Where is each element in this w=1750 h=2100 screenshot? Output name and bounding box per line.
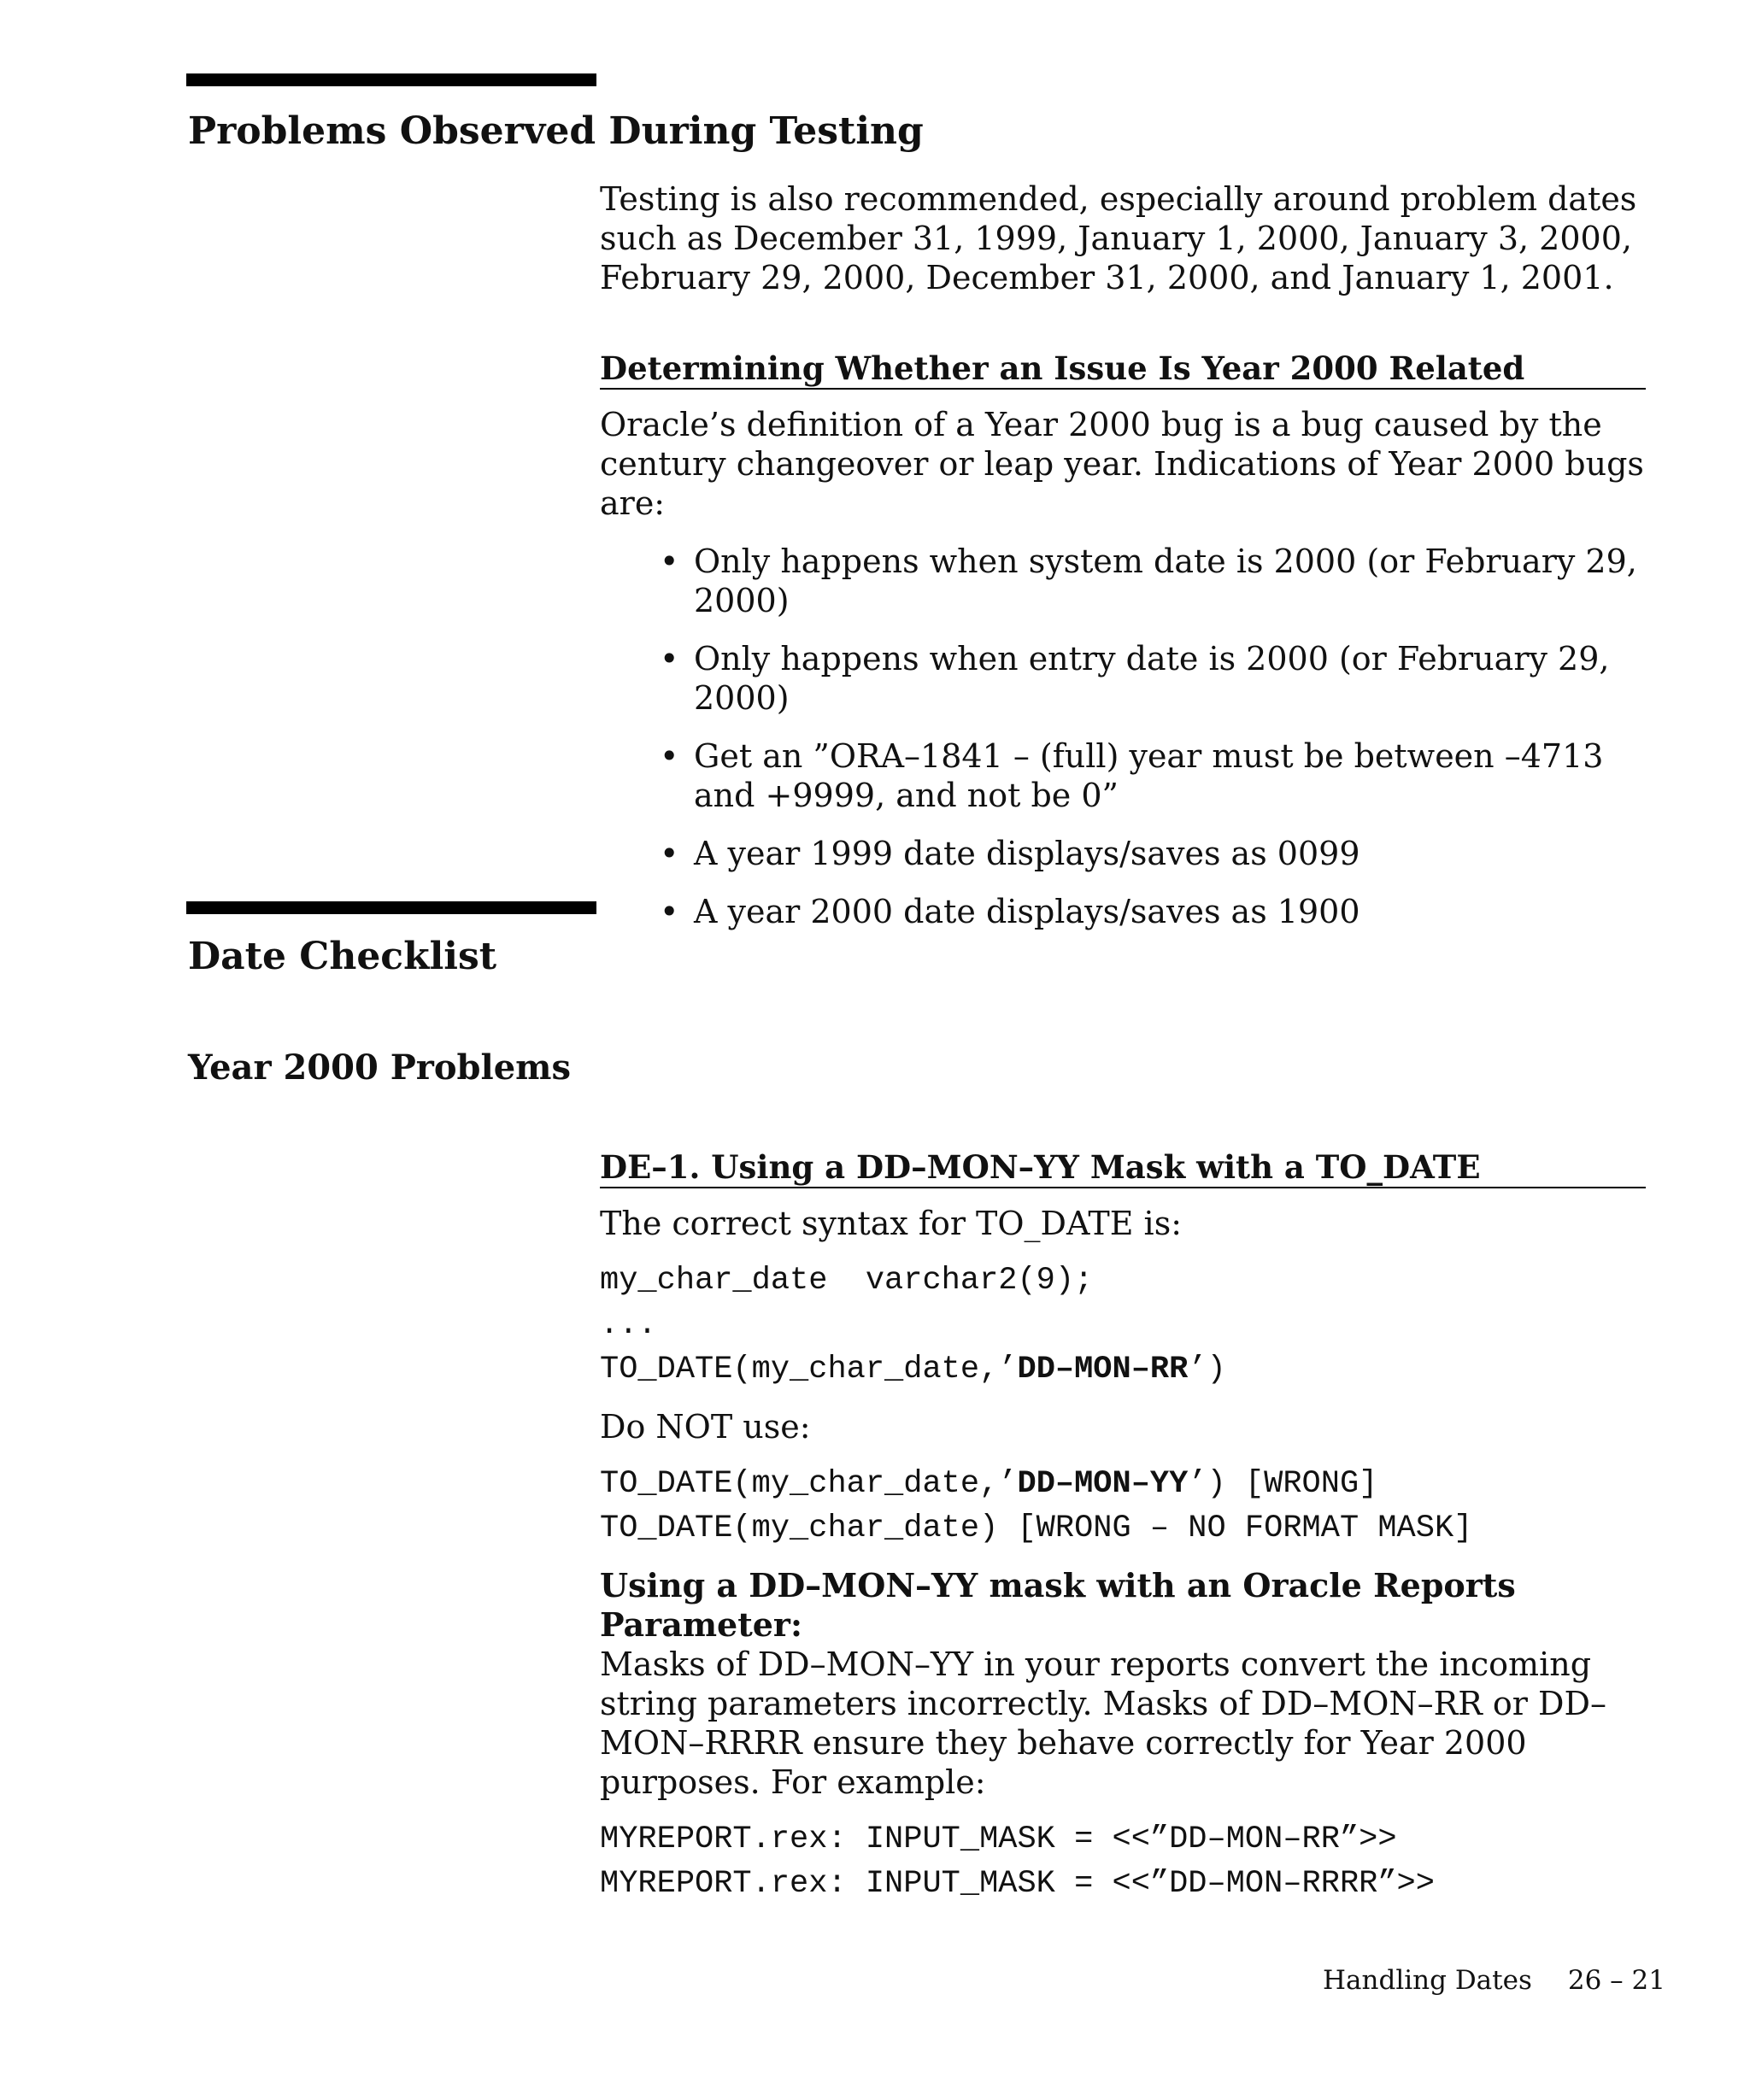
code-block-wrong xyxy=(600,1462,1646,1551)
code-line: MYREPORT.rex: INPUT_MASK = <<”DD–MON–RRRR”>> xyxy=(600,1866,1435,1902)
footer-chapter: Handling Dates xyxy=(1323,1965,1532,1996)
bullet-icon: • xyxy=(660,640,679,678)
section-rule-bar xyxy=(186,73,596,86)
bullet-icon: • xyxy=(660,893,679,930)
syntax-intro-text: The correct syntax for TO_DATE is: xyxy=(600,1205,1183,1242)
reports-parameter-paragraph xyxy=(600,1566,1646,1802)
code-block-example xyxy=(600,1817,1646,1906)
bullet-icon: • xyxy=(660,543,679,580)
reports-parameter-lead: Using a DD–MON–YY mask with an Oracle Reports Parameter: xyxy=(600,1566,1516,1644)
page-footer xyxy=(1323,1965,1665,1996)
section-rule-bar xyxy=(186,901,596,914)
code-line: MYREPORT.rex: INPUT_MASK = <<”DD–MON–RR”>> xyxy=(600,1821,1397,1857)
section1-content xyxy=(600,179,1646,950)
subheading-year2000-related: Determining Whether an Issue Is Year 2000 Related xyxy=(600,349,1646,390)
code-line: ... xyxy=(600,1307,657,1343)
list-item: • A year 2000 date displays/saves as 1900 xyxy=(660,893,1360,930)
do-not-use-text: Do NOT use: xyxy=(600,1408,811,1446)
list-item: • Only happens when system date is 2000 (or February 29, 2000) xyxy=(660,543,1637,619)
code-line: TO_DATE(my_char_date,’DD–MON–YY’) [WRONG] xyxy=(600,1466,1378,1502)
section2-content xyxy=(600,1147,1646,1906)
code-line: TO_DATE(my_char_date) [WRONG – NO FORMAT MASK] xyxy=(600,1510,1473,1546)
list-item: • A year 1999 date displays/saves as 0099 xyxy=(660,835,1360,872)
testing-intro-paragraph: Testing is also recommended, especially around problem dates such as December 31, 1999, January 1, 2000, January 3, 2000, February 29, 2000, December 31, 2000, and January 1, 2001. xyxy=(600,180,1637,296)
code-block-correct xyxy=(600,1258,1646,1392)
list-item: • Only happens when entry date is 2000 (or February 29, 2000) xyxy=(660,640,1610,717)
subheading-de1: DE–1. Using a DD–MON–YY Mask with a TO_DATE xyxy=(600,1147,1646,1188)
code-line: my_char_date varchar2(9); xyxy=(600,1263,1094,1299)
reports-parameter-body: Masks of DD–MON–YY in your reports convert the incoming string parameters incorrectly. Masks of DD–MON–RR or DD–MON–RRRR ensure they behave correctly for Year 2000 purposes. For example: xyxy=(600,1645,1606,1801)
section-title-date-checklist: Date Checklist xyxy=(188,935,497,978)
page-number: 26 – 21 xyxy=(1567,1965,1665,1996)
code-line: TO_DATE(my_char_date,’DD–MON–RR’) xyxy=(600,1352,1226,1387)
section-title-problems: Problems Observed During Testing xyxy=(188,109,924,153)
bullet-icon: • xyxy=(660,835,679,872)
y2k-indications-list xyxy=(600,542,1646,931)
subtitle-year2000-problems: Year 2000 Problems xyxy=(188,1047,571,1088)
list-item: • Get an ”ORA–1841 – (full) year must be between –4713 and +9999, and not be 0” xyxy=(660,737,1604,814)
bullet-icon: • xyxy=(660,737,679,775)
y2k-definition-paragraph: Oracle’s definition of a Year 2000 bug is a bug caused by the century changeover or leap year. Indications of Year 2000 bugs are: xyxy=(600,406,1644,522)
